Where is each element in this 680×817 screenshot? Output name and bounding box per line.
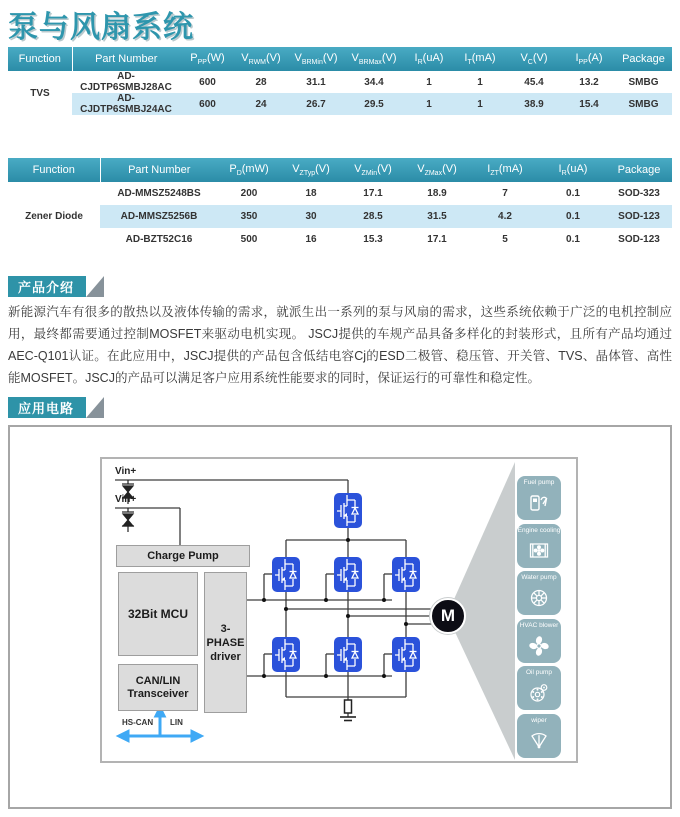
package-cell: SMBG [628, 76, 659, 88]
value-cell: 7 [502, 188, 508, 199]
part-number-cell: AD-MMSZ5248BS [117, 188, 201, 199]
section-header-circuit [8, 397, 104, 418]
value-cell: 28.5 [342, 205, 404, 228]
tvs-header-row [8, 47, 672, 71]
value-cell: 18 [305, 188, 317, 199]
application-circuit-frame [8, 425, 672, 809]
mosfet-icon [334, 557, 362, 592]
header-cell: Function [8, 158, 100, 182]
part-number-cell: AD-BZT52C16 [125, 234, 193, 245]
value-cell: 5 [502, 234, 508, 245]
mosfet-icon [272, 637, 300, 672]
can-lin-transceiver-block: CAN/LIN Transceiver [118, 664, 198, 711]
part-number-cell: AD-MMSZ5256B [100, 205, 218, 228]
value-cell: 0.1 [566, 188, 580, 199]
header-cell: $I_R(uA)$ [403, 47, 455, 71]
section-header-intro [8, 276, 104, 297]
mosfet-icon [392, 637, 420, 672]
function-cell: TVS [8, 71, 72, 115]
value-cell: 30 [280, 205, 342, 228]
table-row [8, 205, 672, 228]
header-cell: $V_{ZTyp}(V)$ [280, 158, 342, 182]
load-tile-hvac-blower: HVAC blower [517, 619, 561, 663]
circuit-diagram [100, 457, 578, 763]
mcu-block [118, 572, 198, 656]
value-cell: 18.9 [427, 188, 447, 199]
ground-symbol [340, 717, 356, 721]
header-cell: Function [8, 47, 72, 71]
mcu-label: 32Bit MCU [127, 607, 188, 621]
value-cell: 34.4 [364, 76, 384, 88]
hvac-blower-icon [527, 634, 551, 658]
vin-label: Vin+ [115, 494, 137, 505]
value-cell: 31.5 [404, 205, 470, 228]
header-cell: $V_{ZMax}(V)$ [404, 158, 470, 182]
value-cell: 17.1 [363, 188, 383, 199]
mosfet-icon [334, 637, 362, 672]
load-tile-wiper: wiper [517, 714, 561, 758]
value-cell: 1 [403, 93, 455, 115]
vin-label: Vin+ [115, 466, 137, 477]
water-pump-icon [527, 586, 551, 610]
value-cell: 16 [305, 234, 317, 245]
value-cell: 4.2 [470, 205, 540, 228]
value-cell: 0.1 [566, 234, 580, 245]
section-title: 应用电路 [8, 397, 86, 418]
header-cell: Part Number [100, 158, 218, 182]
mosfet-icon [334, 493, 362, 528]
header-cell: $P_D(mW)$ [218, 158, 280, 182]
value-cell: 15.3 [363, 234, 383, 245]
package-cell: SOD-123 [618, 234, 660, 245]
value-cell: 1 [455, 93, 505, 115]
zener-table [8, 158, 672, 251]
table-row [8, 228, 672, 251]
header-cell: $V_{BRMax}(V)$ [345, 47, 403, 71]
value-cell: 17.1 [427, 234, 447, 245]
header-cell: $V_C(V)$ [505, 47, 563, 71]
value-cell: 38.9 [505, 93, 563, 115]
lin-label: LIN [170, 718, 183, 727]
header-cell: $I_T(mA)$ [455, 47, 505, 71]
charge-pump-label: Charge Pump [147, 550, 219, 562]
value-cell: 45.4 [524, 76, 544, 88]
value-cell: 600 [180, 93, 235, 115]
value-cell: 200 [240, 188, 258, 199]
value-cell: 29.5 [345, 93, 403, 115]
value-cell: 13.2 [579, 76, 599, 88]
table-row [8, 71, 672, 93]
header-cell: $I_{ZT}(mA)$ [470, 158, 540, 182]
charge-pump-block [116, 545, 250, 567]
load-tile-water-pump: Water pump [517, 571, 561, 615]
header-cell: $V_{ZMin}(V)$ [342, 158, 404, 182]
value-cell: 1 [426, 76, 432, 88]
oil-pump-icon [527, 681, 551, 705]
table-row [8, 93, 672, 115]
hs-can-label: HS-CAN [122, 718, 154, 727]
header-cell: $I_{PP}(A)$ [563, 47, 615, 71]
three-phase-driver-block: 3- PHASE driver [204, 572, 247, 713]
package-cell: SOD-323 [618, 188, 660, 199]
mosfet-icon [272, 557, 300, 592]
table-row [8, 182, 672, 205]
tvs-table [8, 47, 672, 115]
mosfet-icon [392, 557, 420, 592]
value-cell: 31.1 [306, 76, 326, 88]
header-cell: Package [615, 47, 672, 71]
part-number-cell: AD-CJDTP6SMBJ28AC [80, 71, 172, 93]
value-cell: 24 [235, 93, 287, 115]
value-cell: 0.1 [540, 205, 606, 228]
value-cell: 350 [218, 205, 280, 228]
value-cell: 28 [255, 76, 267, 88]
fuel-pump-icon [527, 491, 551, 515]
section-title: 产品介绍 [8, 276, 86, 297]
header-cell: $V_{BRMin}(V)$ [287, 47, 345, 71]
part-number-cell: AD-CJDTP6SMBJ24AC [72, 93, 180, 115]
value-cell: 600 [199, 76, 216, 88]
package-cell: SOD-123 [606, 205, 672, 228]
motor-label: M [440, 606, 456, 625]
value-cell: 500 [240, 234, 258, 245]
load-tile-oil-pump: Oil pump [517, 666, 561, 710]
engine-cooling-icon [527, 539, 551, 563]
load-tile-fuel-pump: Fuel pump [517, 476, 561, 520]
value-cell: 26.7 [287, 93, 345, 115]
page-title: 泵与风扇系统 [8, 11, 194, 44]
header-cell: $V_{RWM}(V)$ [235, 47, 287, 71]
tvs-diode-symbol [122, 508, 134, 532]
intro-paragraph: 新能源汽车有很多的散热以及液体传输的需求，就派生出一系列的泵与风扇的需求，这些系统依赖于广泛的电机控制应用，最终都需要通过控制MOSFET来驱动电机实现。 JSCJ提供的车规产品具备多样化的封装形式，且所有产品均通过AEC-Q101认证。在此应用中，JSCJ提供的产品包含低结电容Cj的ESD二极管、稳压管、开关管、TVS、晶体管、高性能MOSFET。JSCJ的产品可以满足客户应用系统性能要求的同时，保证运行的可靠性和稳定性。 [8, 305, 672, 385]
value-cell: 15.4 [563, 93, 615, 115]
header-cell: Package [606, 158, 672, 182]
zener-header-row [8, 158, 672, 182]
function-cell: Zener Diode [8, 182, 100, 251]
wiper-icon [527, 729, 551, 753]
motor [430, 598, 466, 634]
header-cell: $I_R(uA)$ [540, 158, 606, 182]
section-tail-shape [86, 397, 104, 418]
shunt-resistor-symbol [345, 700, 352, 713]
load-tile-engine-cooling: Engine cooling [517, 524, 561, 568]
value-cell: 1 [477, 76, 483, 88]
package-cell: SMBG [615, 93, 672, 115]
section-tail-shape [86, 276, 104, 297]
header-cell: Part Number [72, 47, 180, 71]
header-cell: $P_{PP}(W)$ [180, 47, 235, 71]
